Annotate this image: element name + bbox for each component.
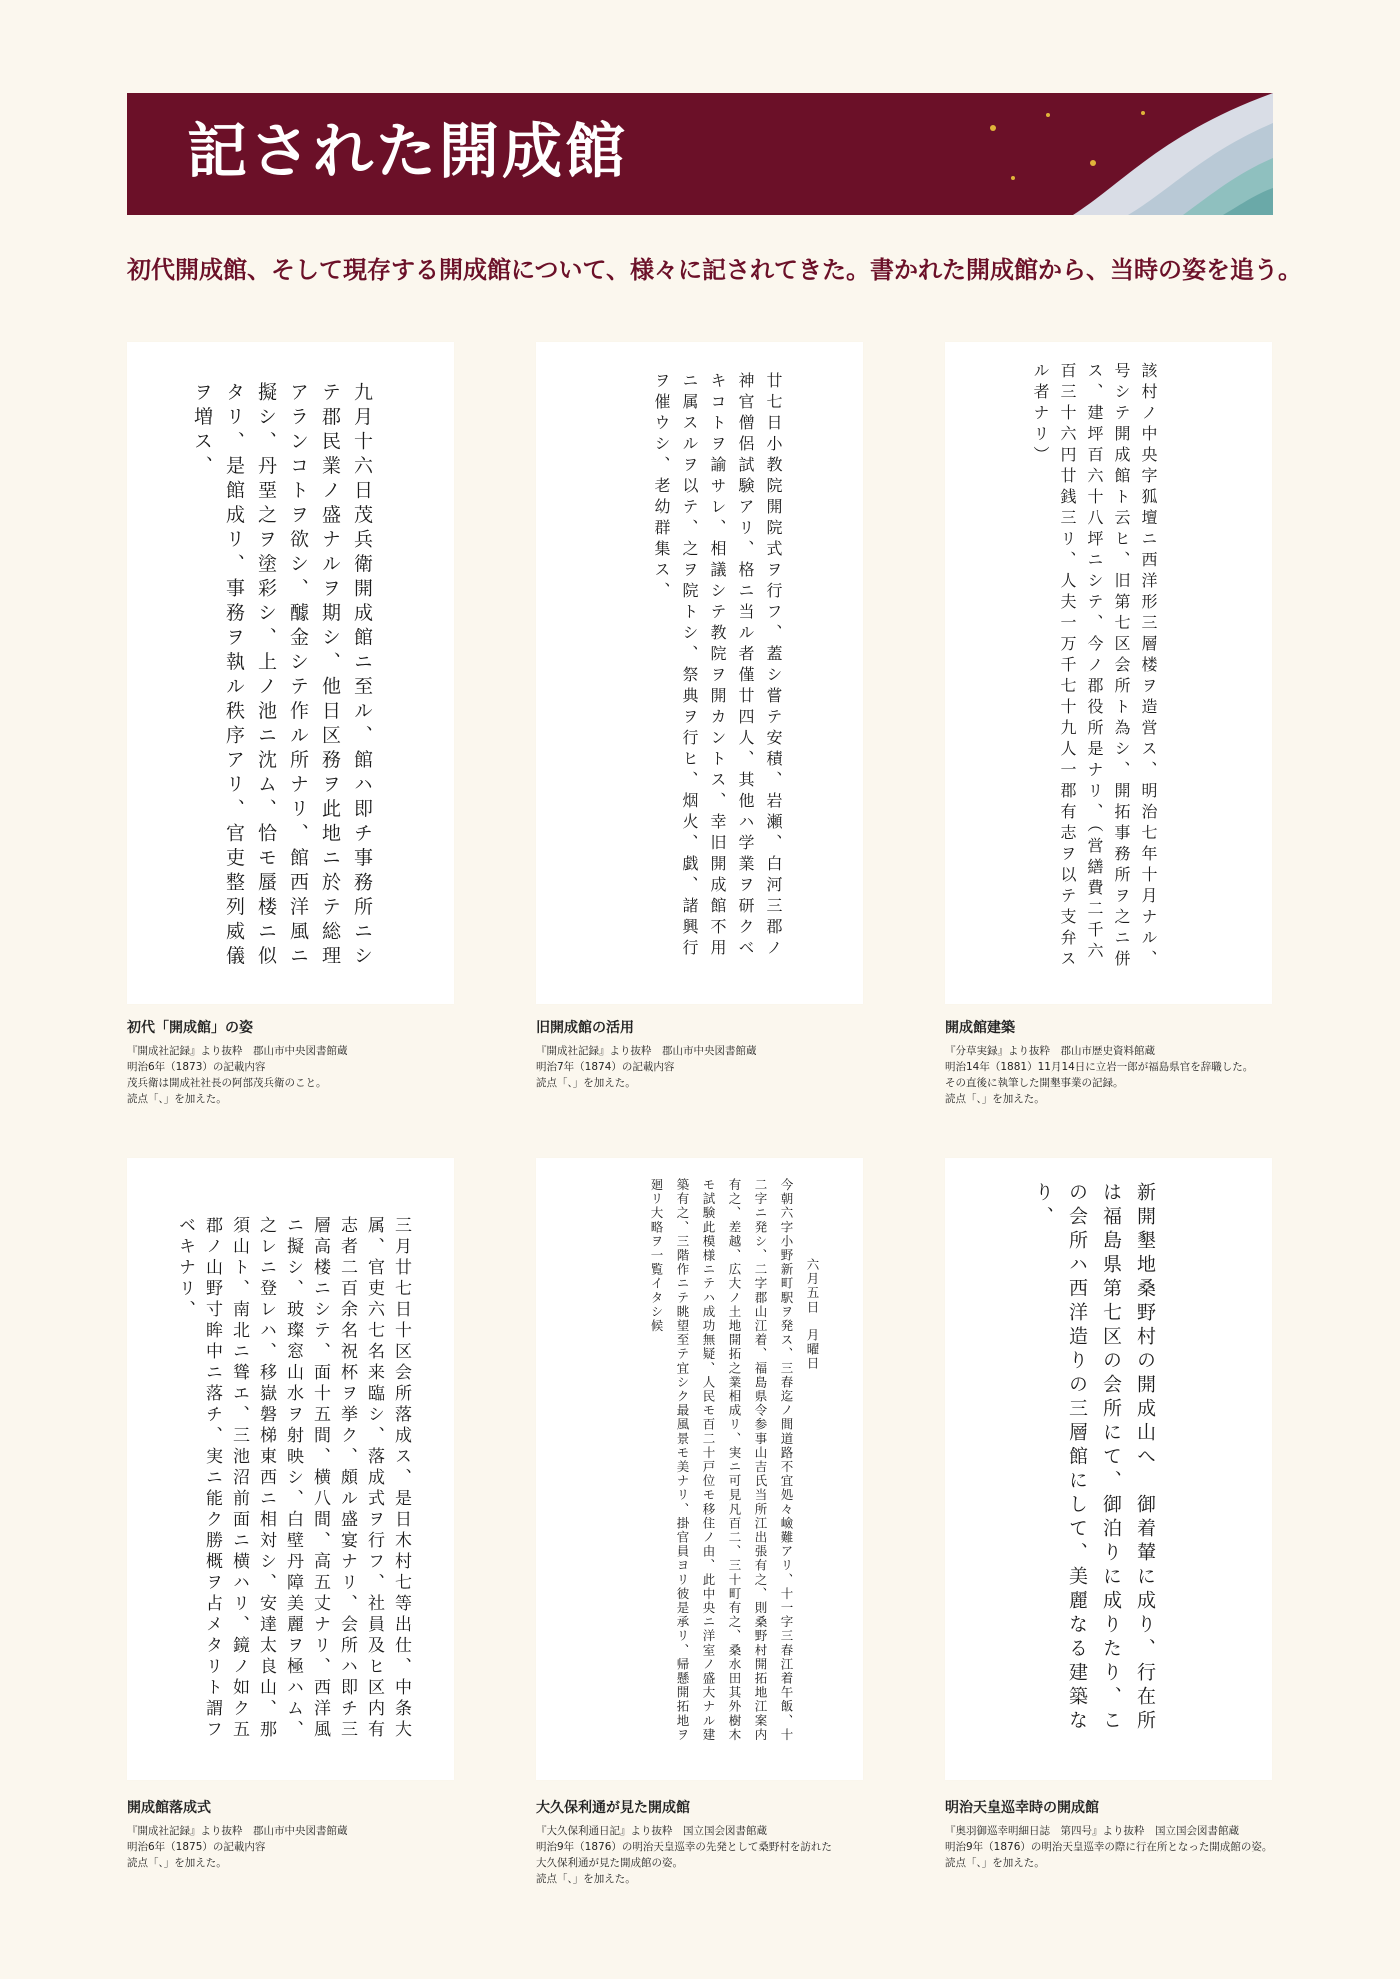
caption-line: 読点「、」を加えた。 bbox=[536, 1077, 636, 1089]
caption-line: 読点「、」を加えた。 bbox=[127, 1857, 227, 1869]
excerpt-card-6 bbox=[945, 1158, 1272, 1780]
excerpt-caption-6 bbox=[945, 1798, 1285, 1871]
excerpt-text: 廿七日小教院開院式ヲ行フ、蓋シ嘗テ安積、岩瀬、白河三郡ノ神官僧侶試験アリ、格ニ当ル者僅廿四人、其他ハ学業ヲ研クベキコトヲ諭サレ、相議シテ教院ヲ開カントス、幸旧開成館不用ニ属スルヲ以テ、之ヲ院トシ、祭典ヲ行ヒ、烟火、戯、諸興行ヲ催ウシ、老幼群集ス、 bbox=[652, 372, 783, 960]
excerpt-card-5 bbox=[536, 1158, 863, 1780]
excerpt-caption-5 bbox=[536, 1798, 876, 1887]
excerpt-card-2 bbox=[536, 342, 863, 1004]
caption-line: 読点「、」を加えた。 bbox=[536, 1873, 636, 1885]
diary-body: 今朝六字小野新町駅ヲ発ス、三春迄ノ間道路不宜処々嶮難アリ、十一字三春江着午飯、十二字ニ発シ、二字郡山江着、福島県令参事山吉氏当所江出張有之、則桑野村開拓地江案内有之、差越、広大ノ土地開拓之業相成リ、実ニ可見凡百二、三十町有之、桑水田其外樹木モ試験此模様ニテハ成功無疑、人民モ百二十戸位モ移住ノ由、此中央ニ洋室ノ盛大ナル建築有之、三階作ニテ眺望至テ宜シク最風景モ美ナリ、掛官員ヨリ彼是承リ、帰懸開拓地ヲ廻リ大略ヲ一覧イタシ候 bbox=[649, 1178, 794, 1742]
caption-line: その直後に執筆した開墾事業の記録。 bbox=[945, 1077, 1124, 1089]
caption-title: 旧開成館の活用 bbox=[536, 1020, 634, 1036]
excerpt-caption-3 bbox=[945, 1018, 1285, 1107]
caption-line: 明治9年（1876）の明治天皇巡幸の先発として桑野村を訪れた bbox=[536, 1841, 832, 1853]
excerpt-caption-4 bbox=[127, 1798, 467, 1871]
wave-decoration bbox=[953, 93, 1273, 215]
caption-line: 明治7年（1874）の記載内容 bbox=[536, 1061, 675, 1073]
caption-line: 明治9年（1876）の明治天皇巡幸の際に行在所となった開成館の姿。 bbox=[945, 1841, 1273, 1853]
caption-line: 『開成社記録』より抜粋 郡山市中央図書館蔵 bbox=[127, 1825, 348, 1837]
caption-title: 大久保利通が見た開成館 bbox=[536, 1800, 690, 1816]
excerpt-caption-1 bbox=[127, 1018, 467, 1107]
excerpt-text: 新開墾地桑野村の開成山へ 御着輦に成り、行在所は福島県第七区の会所にて、御泊りに成りたり、この会所ハ西洋造りの三層館にして、美麗なる建築なり、 bbox=[1032, 1182, 1156, 1734]
page-title: 記された開成館 bbox=[187, 117, 628, 187]
caption-line: 『奥羽御巡幸明細日誌 第四号』より抜粋 国立国会図書館蔵 bbox=[945, 1825, 1239, 1837]
caption-line: 読点「、」を加えた。 bbox=[945, 1093, 1045, 1105]
excerpt-text: 該村ノ中央字狐壇ニ西洋形三層楼ヲ造営ス、明治七年十月ナル、号シテ開成館ト云ヒ、旧第七区会所ト為シ、開拓事務所ヲ之ニ併ス、建坪百六十八坪ニシテ、今ノ郡役所是ナリ、（営繕費二千六百三十六円廿銭三リ、人夫一万千七十九人一郡有志ヲ以テ支弁スル者ナリ） bbox=[1031, 362, 1158, 971]
page-subtitle: 初代開成館、そして現存する開成館について、様々に記されてきた。書かれた開成館から、当時の姿を追う。 bbox=[127, 255, 1303, 284]
title-banner bbox=[127, 93, 1273, 215]
excerpt-text: 三月廿七日十区会所落成ス、是日木村七等出仕、中条大属、官吏六七名来臨シ、落成式ヲ行フ、社員及ヒ区内有志者二百余名祝杯ヲ挙ク、頗ル盛宴ナリ、会所ハ即チ三層高楼ニシテ、面十五間、横八間、高五丈ナリ、西洋風ニ擬シ、玻璨窓山水ヲ射映シ、白壁丹障美麗ヲ極ハム、之レニ登レハ、移嶽磐梯東西ニ相対シ、安達太良山、那須山ト、南北ニ聳エ、三池沼前面ニ横ハリ、鏡ノ如ク五郡ノ山野寸眸中ニ落チ、実ニ能ク勝概ヲ占メタリト謂フベキナリ、 bbox=[175, 1216, 411, 1741]
caption-title: 開成館落成式 bbox=[127, 1800, 211, 1816]
caption-title: 明治天皇巡幸時の開成館 bbox=[945, 1800, 1099, 1816]
caption-line: 『分草実録』より抜粋 郡山市歴史資料館蔵 bbox=[945, 1045, 1155, 1057]
caption-line: 『開成社記録』より抜粋 郡山市中央図書館蔵 bbox=[127, 1045, 348, 1057]
excerpt-caption-2 bbox=[536, 1018, 876, 1091]
caption-line: 明治6年（1875）の記載内容 bbox=[127, 1841, 266, 1853]
caption-line: 大久保利通が見た開成館の姿。 bbox=[536, 1857, 683, 1869]
diary-date: 六月五日 月曜日 bbox=[805, 1258, 820, 1371]
excerpt-text bbox=[536, 1158, 863, 1780]
excerpt-card-4 bbox=[127, 1158, 454, 1780]
excerpt-text: 九月十六日茂兵衛開成館ニ至ル、館ハ即チ事務所ニシテ郡民業ノ盛ナルヲ期シ、他日区務ヲ此地ニ於テ総理アランコトヲ欲シ、醵金シテ作ル所ナリ、館西洋風ニ擬シ、丹堊之ヲ塗彩シ、上ノ池ニ沈ム、恰モ蜃楼ニ似タリ、是館成リ、事務ヲ執ル秩序アリ、官吏整列威儀ヲ増ス、 bbox=[191, 382, 373, 970]
caption-line: 明治6年（1873）の記載内容 bbox=[127, 1061, 266, 1073]
excerpt-card-1 bbox=[127, 342, 454, 1004]
caption-line: 『大久保利通日記』より抜粋 国立国会図書館蔵 bbox=[536, 1825, 767, 1837]
caption-line: 読点「、」を加えた。 bbox=[127, 1093, 227, 1105]
caption-title: 開成館建築 bbox=[945, 1020, 1015, 1036]
caption-line: 茂兵衛は開成社社長の阿部茂兵衛のこと。 bbox=[127, 1077, 327, 1089]
caption-line: 読点「、」を加えた。 bbox=[945, 1857, 1045, 1869]
caption-title: 初代「開成館」の姿 bbox=[127, 1020, 253, 1036]
caption-line: 明治14年（1881）11月14日に立岩一郎が福島県官を辞職した。 bbox=[945, 1061, 1254, 1073]
caption-line: 『開成社記録』より抜粋 郡山市中央図書館蔵 bbox=[536, 1045, 757, 1057]
excerpt-card-3 bbox=[945, 342, 1272, 1004]
